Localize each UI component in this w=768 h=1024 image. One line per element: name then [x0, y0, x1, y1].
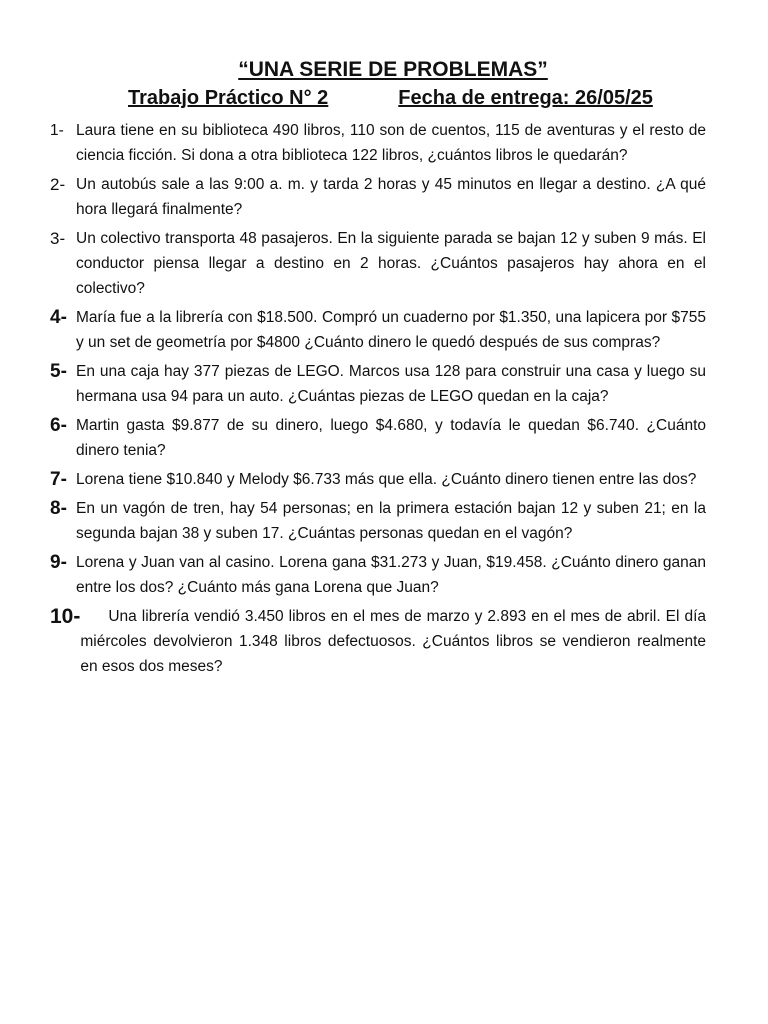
problem-text: Lorena y Juan van al casino. Lorena gana $31.273 y Juan, $19.458. ¿Cuánto dinero ganan entre los dos? ¿Cuánto más gana Lorena que Juan?: [76, 554, 706, 596]
problem-number: 1-: [50, 122, 64, 139]
problem-item-5: [50, 359, 706, 409]
problem-number: 9-: [50, 552, 67, 573]
problem-item-7: [50, 467, 706, 492]
problem-text: En un vagón de tren, hay 54 personas; en la primera estación bajan 12 y suben 21; en la segunda bajan 38 y suben 17. ¿Cuántas personas quedan en el vagón?: [76, 500, 706, 542]
assignment-number: Trabajo Práctico N° 2: [128, 87, 329, 109]
problem-text: En una caja hay 377 piezas de LEGO. Marcos usa 128 para construir una casa y luego su hermana usa 94 para un auto. ¿Cuántas piezas de LEGO quedan en la caja?: [76, 363, 706, 405]
problem-item-10: [50, 604, 706, 679]
problem-item-3: [50, 226, 706, 301]
problem-number: 10-: [50, 605, 81, 628]
problem-item-6: [50, 413, 706, 463]
problem-text: Martin gasta $9.877 de su dinero, luego $4.680, y todavía le quedan $6.740. ¿Cuánto dinero tenia?: [76, 417, 706, 459]
problem-number: 3-: [50, 229, 66, 248]
problem-item-2: [50, 172, 706, 222]
assignment-header: [128, 87, 706, 110]
problem-number: 2-: [50, 175, 66, 194]
problem-number: 6-: [50, 415, 67, 436]
problem-text: Un autobús sale a las 9:00 a. m. y tarda 2 horas y 45 minutos en llegar a destino. ¿A qué hora llegará finalmente?: [76, 176, 706, 218]
problem-item-8: [50, 496, 706, 546]
problem-text: Un colectivo transporta 48 pasajeros. En la siguiente parada se bajan 12 y suben 9 más. El conductor piensa llegar a destino en 2 horas. ¿Cuántos pasajeros hay ahora en el colectivo?: [76, 230, 706, 297]
problem-text: María fue a la librería con $18.500. Compró un cuaderno por $1.350, una lapicera por $755 y un set de geometría por $4800 ¿Cuánto dinero le quedó después de sus compras?: [76, 309, 706, 351]
problem-number: 7-: [50, 469, 67, 490]
problem-text: Una librería vendió 3.450 libros en el mes de marzo y 2.893 en el mes de abril. El día miércoles devolvieron 1.348 libros defectuosos. ¿Cuántos libros se vendieron realmente en esos dos meses?: [80, 608, 706, 675]
problem-number: 4-: [50, 307, 67, 328]
problem-list: [50, 118, 706, 679]
problem-item-9: [50, 550, 706, 600]
problem-item-1: [50, 118, 706, 168]
problem-number: 5-: [50, 361, 67, 382]
problem-text: Laura tiene en su biblioteca 490 libros, 110 son de cuentos, 115 de aventuras y el resto de ciencia ficción. Si dona a otra biblioteca 122 libros, ¿cuántos libros le quedarán?: [76, 122, 706, 164]
page-title: “UNA SERIE DE PROBLEMAS”: [238, 58, 548, 81]
problem-text: Lorena tiene $10.840 y Melody $6.733 más que ella. ¿Cuánto dinero tienen entre las dos?: [76, 471, 697, 488]
problem-number: 8-: [50, 498, 67, 519]
due-date: Fecha de entrega: 26/05/25: [398, 87, 653, 109]
problem-item-4: [50, 305, 706, 355]
